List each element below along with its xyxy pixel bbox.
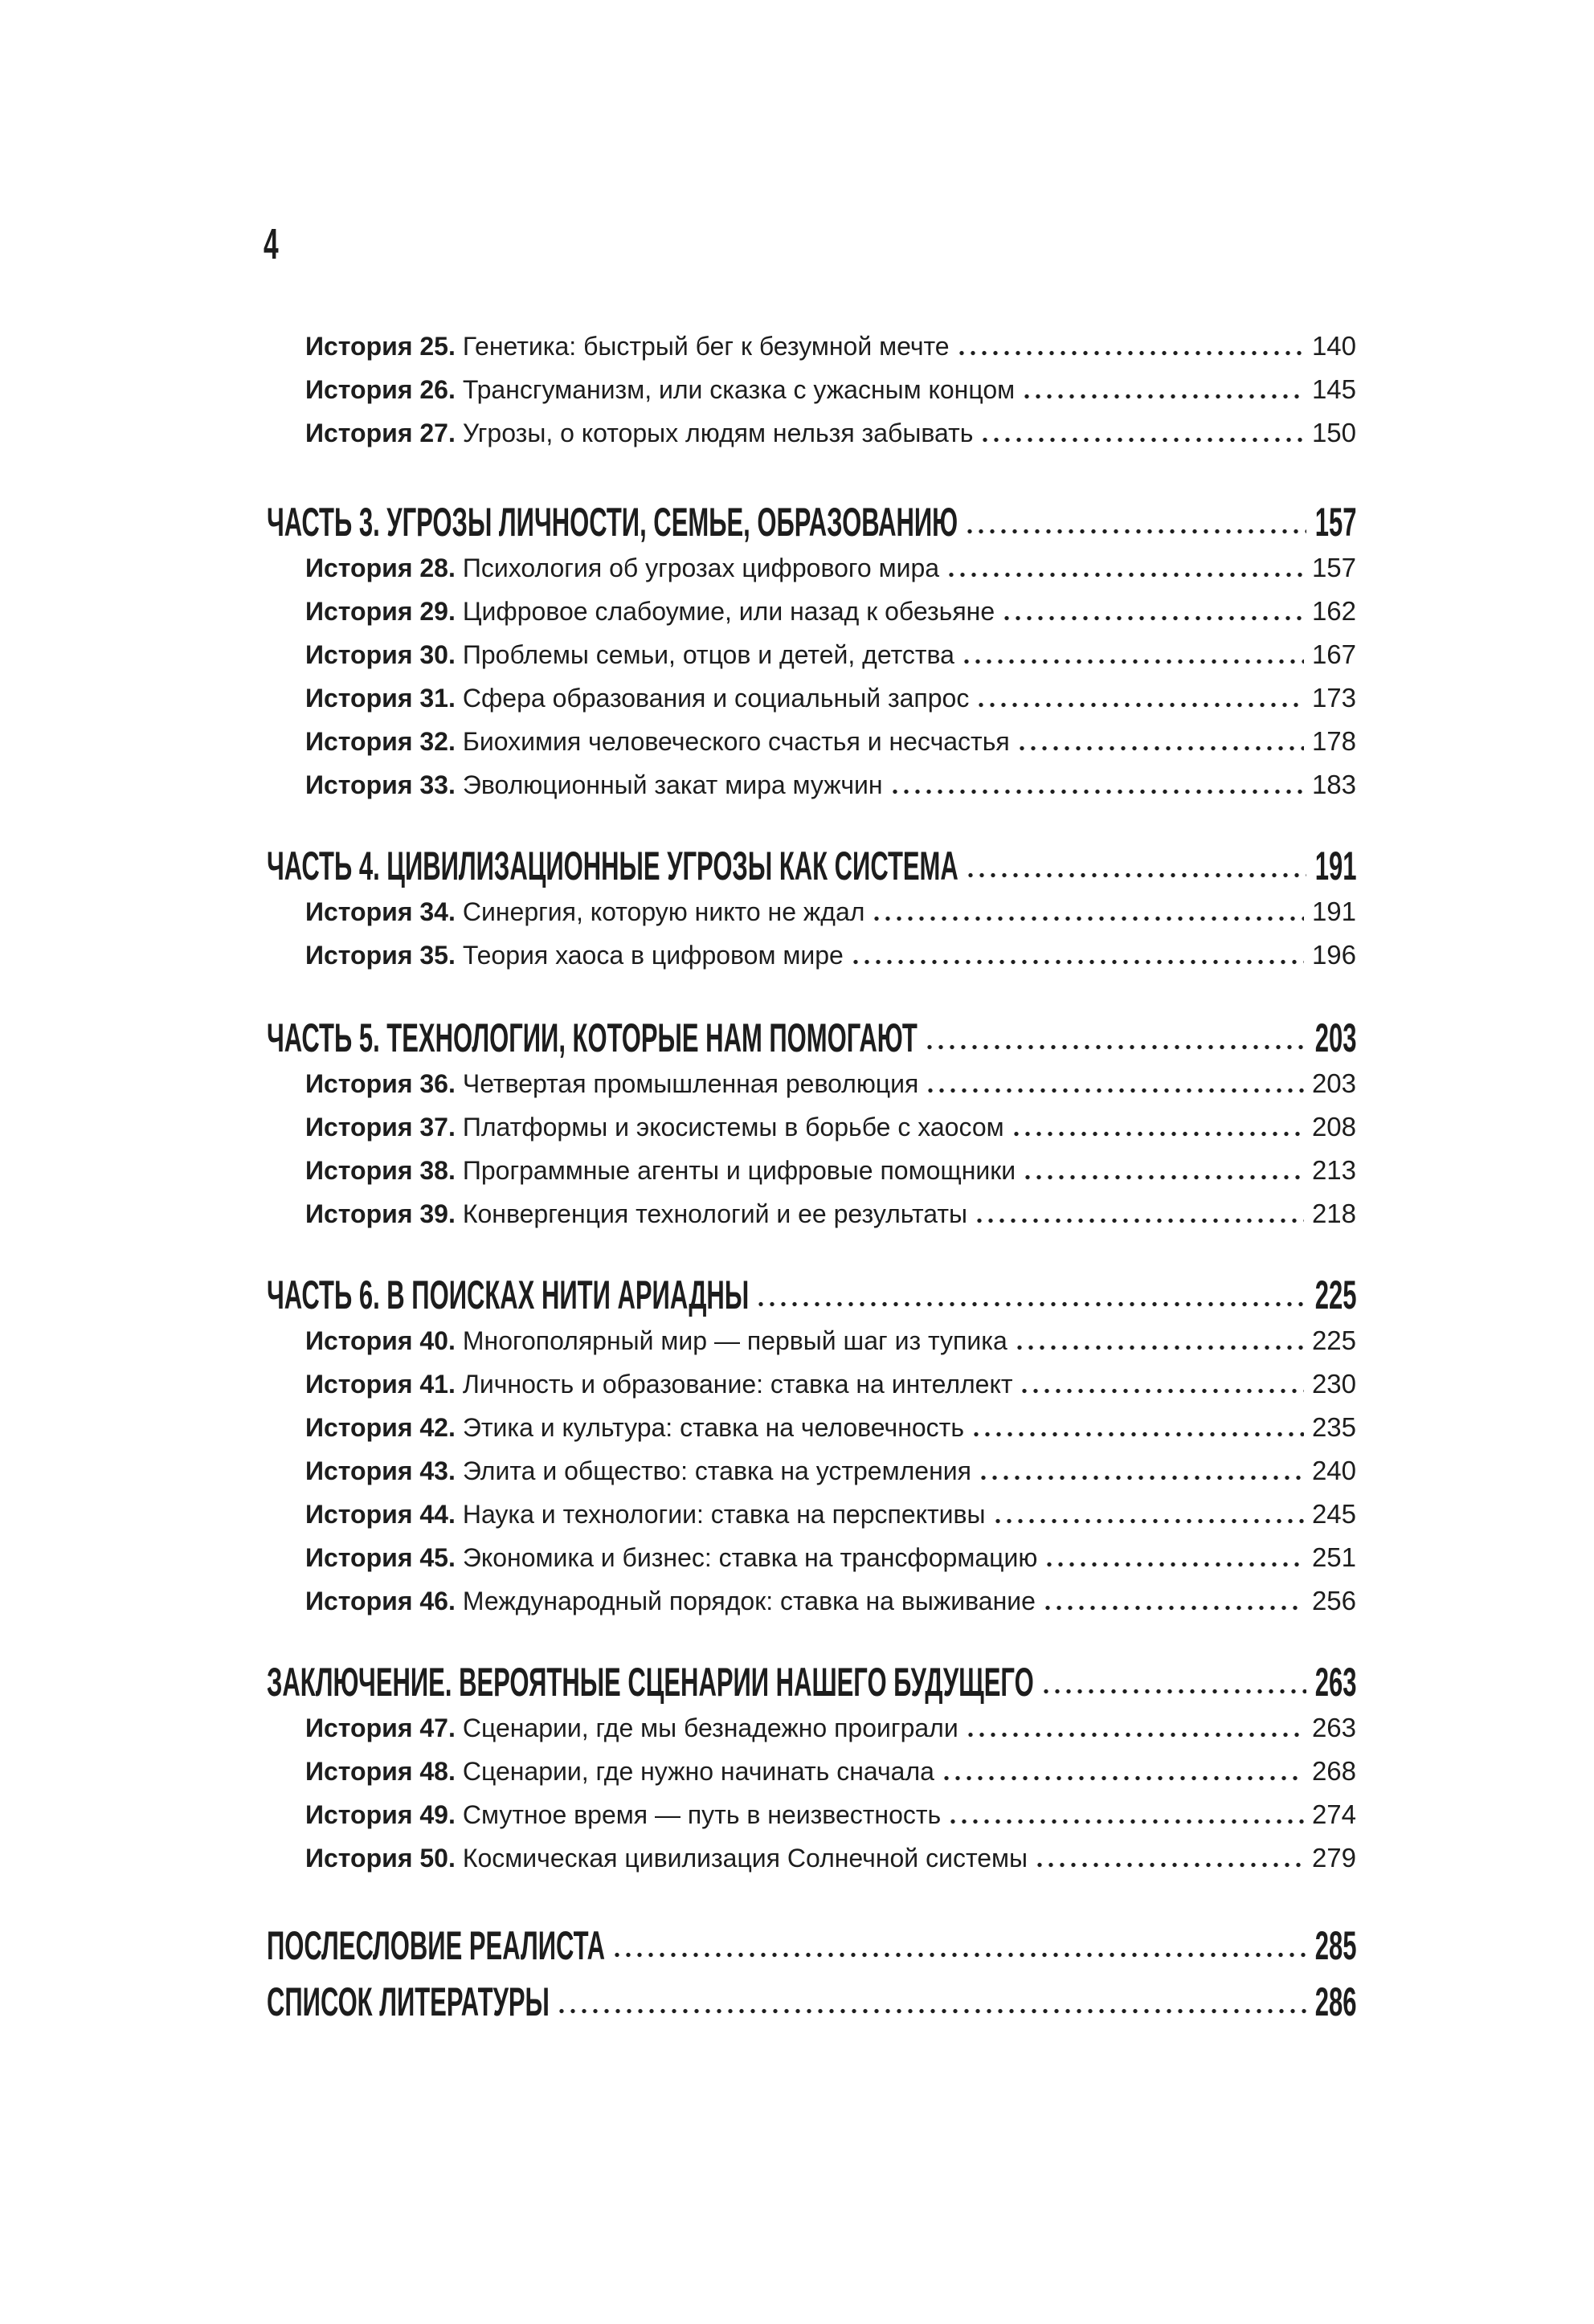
toc-item-label: История 45.: [305, 1543, 456, 1572]
toc-entry-title-group: [305, 1706, 958, 1750]
toc-item-title: Наука и технологии: ставка на перспективы: [462, 1500, 986, 1529]
toc-item-title: Четвертая промышленная революция: [462, 1069, 919, 1098]
dot-leader: [947, 1819, 1304, 1824]
toc-entry-title-group: [305, 1149, 1016, 1192]
toc-entry: [267, 325, 1356, 368]
toc-item-label: История 25.: [305, 332, 456, 361]
toc-item-label: История 35.: [305, 941, 456, 970]
toc-section-title: ЧАСТЬ 3. УГРОЗЫ ЛИЧНОСТИ, СЕМЬЕ, ОБРАЗОВАНИЮ: [267, 500, 958, 545]
toc-entry-title-group: [305, 763, 883, 807]
toc-item-label: История 38.: [305, 1156, 456, 1185]
toc-page-number: [1314, 842, 1356, 890]
toc-page-number: [1314, 1922, 1356, 1970]
toc-page-number: 203: [1311, 1068, 1356, 1098]
toc-item-label: История 30.: [305, 640, 456, 669]
toc-page-number: [1314, 1978, 1356, 2026]
toc-page-number: 173: [1311, 683, 1356, 713]
toc-entry-title-group: [305, 325, 950, 368]
toc-page-number: 208: [1311, 1112, 1356, 1142]
toc-entry-title-group: [305, 1406, 964, 1449]
toc-item-label: История 36.: [305, 1069, 456, 1098]
toc-page-number: 157: [1311, 553, 1356, 582]
dot-leader: [971, 1432, 1304, 1437]
toc-entry: [267, 1319, 1356, 1362]
toc-item-title: Экономика и бизнес: ставка на трансформацию: [462, 1543, 1038, 1572]
toc-page-number-value: 263: [1314, 1660, 1356, 1705]
toc-section-header: [267, 842, 1356, 890]
toc-item-title: Смутное время — путь в неизвестность: [462, 1800, 942, 1829]
dot-leader: [924, 1044, 1306, 1050]
toc-page-number: 191: [1311, 897, 1356, 926]
toc-item-title: Трансгуманизм, или сказка с ужасным концом: [462, 375, 1016, 404]
dot-leader: [1042, 1605, 1304, 1611]
toc-item-label: История 49.: [305, 1800, 456, 1829]
dot-leader: [889, 789, 1304, 794]
toc-page-number: 145: [1311, 374, 1356, 404]
toc-section-header: [267, 1014, 1356, 1062]
dot-leader: [755, 1301, 1306, 1307]
toc-section-header: [267, 1978, 1356, 2026]
toc-entry: [267, 1579, 1356, 1623]
toc-section-title: ЧАСТЬ 6. В ПОИСКАХ НИТИ АРИАДНЫ: [267, 1272, 750, 1317]
toc-entry-title-group: [305, 1062, 918, 1105]
toc-item-title: Цифровое слабоумие, или назад к обезьяне: [462, 597, 995, 626]
toc-item-title: Этика и культура: ставка на человечность: [462, 1413, 964, 1442]
toc-item-label: История 48.: [305, 1757, 456, 1786]
toc-item-title: Сфера образования и социальный запрос: [462, 684, 970, 713]
dot-leader: [1014, 1345, 1304, 1350]
toc-entry: [267, 720, 1356, 763]
toc-item-label: История 41.: [305, 1370, 456, 1399]
toc-entry-title-group: [305, 1750, 934, 1793]
toc-item-label: История 27.: [305, 419, 456, 447]
toc-entry-title-group: [305, 590, 995, 633]
toc-page-number: [1314, 1658, 1356, 1706]
toc-entry-title-group: [305, 890, 864, 933]
toc-page-number: 178: [1311, 726, 1356, 756]
toc-page-number: 268: [1311, 1756, 1356, 1786]
toc-page-number: 279: [1311, 1843, 1356, 1873]
toc-item-label: История 29.: [305, 597, 456, 626]
dot-leader: [850, 959, 1304, 965]
toc-page-number-value: 286: [1314, 1979, 1356, 2024]
toc-entry-title-group: [305, 1362, 1012, 1406]
dot-leader: [974, 1218, 1304, 1223]
toc-entry: [267, 1836, 1356, 1880]
toc-item-label: История 43.: [305, 1456, 456, 1485]
toc-page-number: 213: [1311, 1155, 1356, 1185]
toc-entry-title-group: [305, 1536, 1037, 1579]
toc-item-title: Теория хаоса в цифровом мире: [462, 941, 844, 970]
dot-leader: [941, 1775, 1304, 1781]
dot-leader: [1022, 1174, 1304, 1180]
toc-page-number: 230: [1311, 1369, 1356, 1399]
toc-entry: [267, 1793, 1356, 1836]
toc-page-number: 235: [1311, 1412, 1356, 1442]
toc-entry-title-group: [305, 546, 939, 590]
toc-entry-title-group: [305, 633, 954, 676]
toc-item-label: История 33.: [305, 770, 456, 799]
toc-entry: [267, 1493, 1356, 1536]
dot-leader: [975, 702, 1304, 708]
toc-entry-title-group: [305, 1319, 1007, 1362]
toc-entry: [267, 890, 1356, 933]
toc-page-number-value: 157: [1314, 500, 1356, 545]
toc-entry-title-group: [305, 1793, 941, 1836]
toc-item-title: Космическая цивилизация Солнечной системы: [462, 1844, 1028, 1873]
dot-leader: [1040, 1689, 1306, 1694]
dot-leader: [1021, 394, 1304, 399]
toc-item-title: Сценарии, где нужно начинать сначала: [462, 1757, 934, 1786]
toc-page-number: [1314, 1014, 1356, 1062]
toc-entry: [267, 1449, 1356, 1493]
toc-item-title: Программные агенты и цифровые помощники: [462, 1156, 1016, 1185]
toc-entry-title-group: [305, 1836, 1028, 1880]
toc-item-label: История 47.: [305, 1713, 456, 1742]
toc-item-label: История 39.: [305, 1199, 456, 1228]
toc-item-title: Проблемы семьи, отцов и детей, детства: [462, 640, 954, 669]
toc-entry: [267, 1536, 1356, 1579]
toc-section-header: [267, 1271, 1356, 1319]
toc-page-number: 225: [1311, 1325, 1356, 1355]
toc-entry: [267, 633, 1356, 676]
toc-entry: [267, 411, 1356, 455]
toc-section-title: ЗАКЛЮЧЕНИЕ. ВЕРОЯТНЫЕ СЦЕНАРИИ НАШЕГО БУДУЩЕГО: [267, 1660, 1034, 1705]
dot-leader: [1044, 1562, 1304, 1567]
toc-entry: [267, 676, 1356, 720]
toc-page-number: 150: [1311, 418, 1356, 447]
toc-section-header: [267, 1922, 1356, 1970]
toc-item-title: Международный порядок: ставка на выживание: [462, 1587, 1036, 1615]
toc-item-title: Угрозы, о которых людям нельзя забывать: [462, 419, 974, 447]
dot-leader: [1034, 1862, 1304, 1868]
toc-page-number: 274: [1311, 1799, 1356, 1829]
toc-entry-title-group: [267, 1658, 1034, 1706]
toc-page-number-value: 203: [1314, 1015, 1356, 1060]
toc-list: [267, 325, 1356, 2026]
dot-leader: [979, 437, 1304, 443]
toc-entry-title-group: [267, 1014, 918, 1062]
toc-item-label: История 34.: [305, 897, 456, 926]
toc-entry-title-group: [305, 411, 973, 455]
toc-entry: [267, 1062, 1356, 1105]
toc-entry-title-group: [267, 1922, 605, 1970]
toc-entry-title-group: [305, 933, 844, 977]
toc-entry: [267, 1149, 1356, 1192]
toc-item-label: История 32.: [305, 727, 456, 756]
toc-entry: [267, 1362, 1356, 1406]
toc-page-number: 256: [1311, 1586, 1356, 1615]
toc-entry-title-group: [267, 1271, 749, 1319]
toc-section-header: [267, 498, 1356, 546]
toc-section-title: СПИСОК ЛИТЕРАТУРЫ: [267, 1979, 550, 2024]
toc-item-title: Элита и общество: ставка на устремления: [462, 1456, 971, 1485]
toc-page-number: 196: [1311, 940, 1356, 970]
dot-leader: [946, 572, 1304, 578]
dot-leader: [961, 659, 1304, 664]
toc-entry-title-group: [305, 676, 969, 720]
toc-page-number-value: 191: [1314, 843, 1356, 888]
dot-leader: [1011, 1131, 1304, 1137]
toc-entry: [267, 368, 1356, 411]
toc-page-number: 263: [1311, 1713, 1356, 1742]
dot-leader: [965, 872, 1306, 878]
dot-leader: [1001, 615, 1304, 621]
toc-item-label: История 28.: [305, 553, 456, 582]
toc-page-number: [1314, 1271, 1356, 1319]
toc-entry-title-group: [305, 368, 1015, 411]
toc-item-label: История 44.: [305, 1500, 456, 1529]
toc-section-title: ПОСЛЕСЛОВИЕ РЕАЛИСТА: [267, 1923, 606, 1968]
toc-page-number: 240: [1311, 1456, 1356, 1485]
toc-page-number: 245: [1311, 1499, 1356, 1529]
toc-item-title: Синергия, которую никто не ждал: [462, 897, 865, 926]
toc-entry: [267, 763, 1356, 807]
toc-entry-title-group: [305, 1493, 986, 1536]
toc-entry-title-group: [305, 1192, 967, 1236]
toc-section-title: ЧАСТЬ 5. ТЕХНОЛОГИИ, КОТОРЫЕ НАМ ПОМОГАЮТ: [267, 1015, 918, 1060]
toc-item-title: Многополярный мир — первый шаг из тупика: [462, 1326, 1007, 1355]
toc-page-number: 218: [1311, 1199, 1356, 1228]
toc-page-number: 162: [1311, 596, 1356, 626]
toc-page-number: [1314, 498, 1356, 546]
dot-leader: [556, 2008, 1306, 2014]
dot-leader: [871, 916, 1304, 921]
toc-page-number: 167: [1311, 639, 1356, 669]
toc-section-title: ЧАСТЬ 4. ЦИВИЛИЗАЦИОННЫЕ УГРОЗЫ КАК СИСТЕМА: [267, 843, 958, 888]
toc-entry-title-group: [267, 498, 958, 546]
toc-entry-title-group: [305, 1579, 1036, 1623]
toc-item-title: Эволюционный закат мира мужчин: [462, 770, 883, 799]
toc-item-title: Конвергенция технологий и ее результаты: [462, 1199, 967, 1228]
page-number: 4: [264, 220, 279, 268]
dot-leader: [611, 1952, 1306, 1958]
dot-leader: [964, 529, 1306, 534]
toc-item-label: История 31.: [305, 684, 456, 713]
toc-page-number-value: 285: [1314, 1923, 1356, 1968]
toc-page-number: 140: [1311, 331, 1356, 361]
toc-entry-title-group: [267, 1978, 550, 2026]
toc-entry: [267, 933, 1356, 977]
toc-item-label: История 50.: [305, 1844, 456, 1873]
toc-entry-title-group: [305, 720, 1010, 763]
toc-entry: [267, 1105, 1356, 1149]
toc-entry: [267, 590, 1356, 633]
dot-leader: [992, 1518, 1304, 1524]
toc-item-label: История 37.: [305, 1113, 456, 1142]
toc-item-title: Личность и образование: ставка на интеллект: [462, 1370, 1013, 1399]
toc-entry: [267, 1706, 1356, 1750]
dot-leader: [978, 1475, 1304, 1481]
toc-item-title: Генетика: быстрый бег к безумной мечте: [462, 332, 950, 361]
toc-entry: [267, 1750, 1356, 1793]
dot-leader: [956, 350, 1304, 356]
toc-item-title: Платформы и экосистемы в борьбе с хаосом: [462, 1113, 1004, 1142]
dot-leader: [965, 1732, 1304, 1738]
toc-entry: [267, 1192, 1356, 1236]
toc-item-title: Сценарии, где мы безнадежно проиграли: [462, 1713, 958, 1742]
toc-page-number-value: 225: [1314, 1272, 1356, 1317]
toc-item-label: История 42.: [305, 1413, 456, 1442]
dot-leader: [1019, 1388, 1303, 1394]
toc-entry-title-group: [305, 1105, 1004, 1149]
toc-item-label: История 26.: [305, 375, 456, 404]
toc-entry-title-group: [267, 842, 958, 890]
dot-leader: [925, 1088, 1304, 1093]
toc-section-header: [267, 1658, 1356, 1706]
toc-item-title: Психология об угрозах цифрового мира: [462, 553, 940, 582]
toc-entry-title-group: [305, 1449, 971, 1493]
toc-page-number: 251: [1311, 1542, 1356, 1572]
dot-leader: [1016, 745, 1304, 751]
toc-entry: [267, 546, 1356, 590]
toc-item-title: Биохимия человеческого счастья и несчастья: [462, 727, 1010, 756]
toc-entry: [267, 1406, 1356, 1449]
toc-page-number: 183: [1311, 770, 1356, 799]
toc-item-label: История 46.: [305, 1587, 456, 1615]
toc-item-label: История 40.: [305, 1326, 456, 1355]
